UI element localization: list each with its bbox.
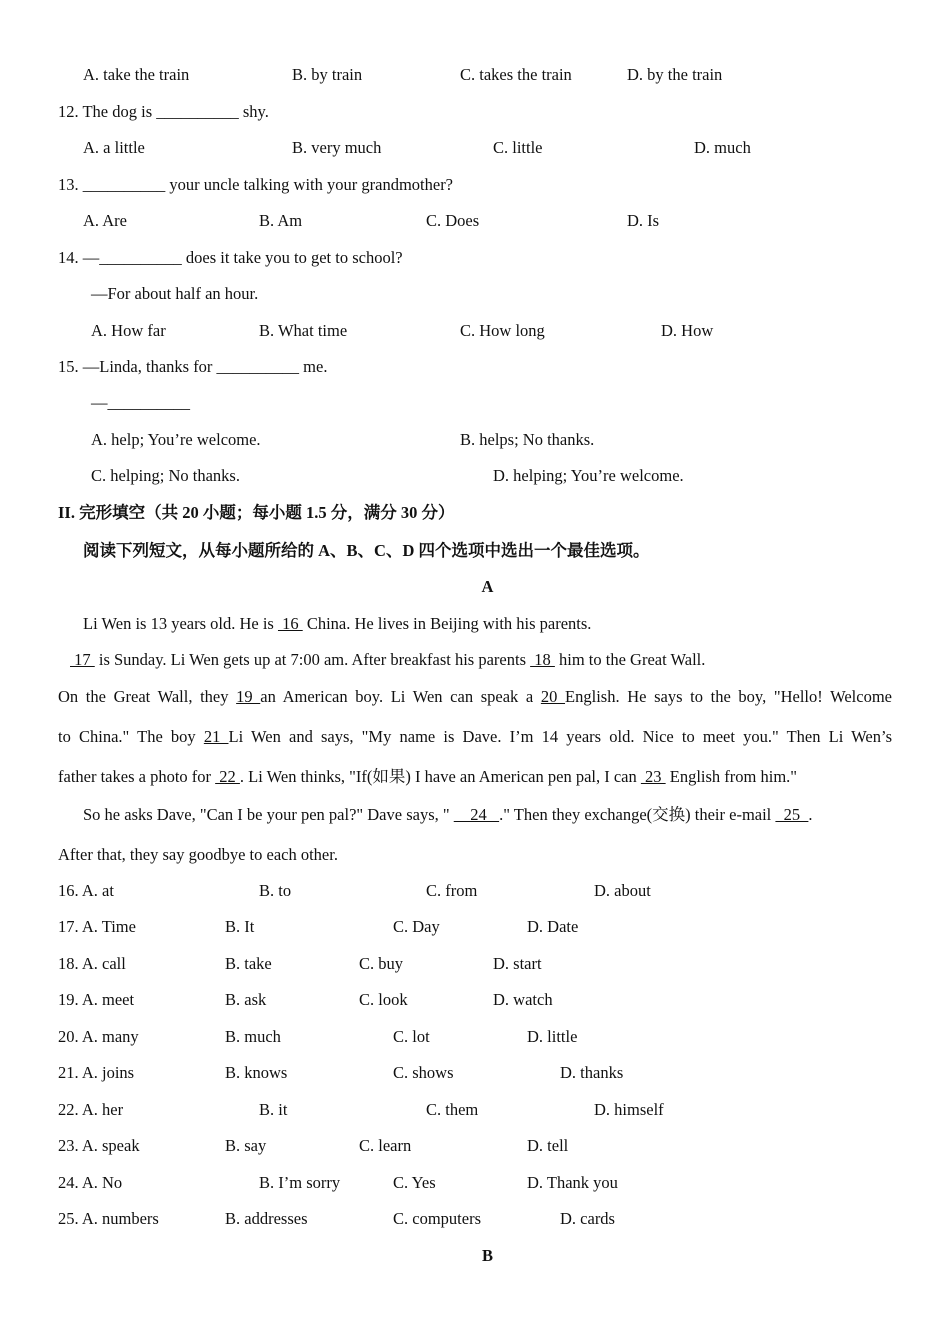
cloze-25-b: B. addresses	[225, 1209, 308, 1228]
cloze-20-d: D. little	[527, 1027, 578, 1046]
q12-option-d: D. much	[694, 138, 751, 157]
blank-17: 17	[70, 650, 95, 669]
blank-22: 22	[215, 767, 240, 786]
cloze-24-d: D. Thank you	[527, 1173, 618, 1192]
cloze-17-b: B. It	[225, 917, 255, 936]
cloze-23-b: B. say	[225, 1136, 267, 1155]
cloze-17-d: D. Date	[527, 917, 579, 936]
section-instruction: 阅读下列短文，从每小题所给的 A、B、C、D 四个选项中选出一个最佳选项。	[83, 541, 650, 560]
blank-18: 18	[530, 650, 555, 669]
cloze-22-a: 22. A. her	[58, 1100, 124, 1119]
cloze-24-a: 24. A. No	[58, 1173, 123, 1192]
q15-answer: —__________	[91, 393, 190, 412]
q15-option-a: A. help; You’re welcome.	[91, 430, 261, 449]
q11-option-b: B. by train	[292, 65, 363, 84]
q12-option-b: B. very much	[292, 138, 382, 157]
q14-option-b: B. What time	[259, 321, 348, 340]
q13-option-b: B. Am	[259, 211, 303, 230]
passage-line-5: father takes a photo for 22 . Li Wen thinks, "If(如果) I have an American pen pal, I can 23 English from him."	[58, 767, 798, 786]
cloze-21-c: C. shows	[393, 1063, 454, 1082]
part-b-label: B	[481, 1246, 493, 1265]
part-a-label: A	[481, 577, 494, 596]
cloze-20-c: C. lot	[393, 1027, 430, 1046]
cloze-18-d: D. start	[493, 954, 542, 973]
blank-24: 24	[453, 805, 500, 824]
blank-21: 21	[203, 727, 229, 746]
cloze-25-d: D. cards	[560, 1209, 615, 1228]
q14-option-a: A. How far	[91, 321, 166, 340]
q13-stem: 13. __________ your uncle talking with your grandmother?	[58, 175, 454, 194]
q13-option-d: D. Is	[627, 211, 660, 230]
cloze-19-c: C. look	[359, 990, 408, 1009]
cloze-17-c: C. Day	[393, 917, 440, 936]
cloze-19-a: 19. A. meet	[58, 990, 135, 1009]
q12-stem: 12. The dog is __________ shy.	[58, 102, 269, 121]
cloze-23-c: C. learn	[359, 1136, 412, 1155]
section-heading: II. 完形填空（共 20 小题；每小题 1.5 分，满分 30 分）	[58, 503, 455, 522]
cloze-24-c: C. Yes	[393, 1173, 436, 1192]
cloze-22-d: D. himself	[594, 1100, 664, 1119]
cloze-21-d: D. thanks	[560, 1063, 624, 1082]
blank-19: 19	[236, 687, 261, 706]
cloze-24-b: B. I’m sorry	[259, 1173, 341, 1192]
cloze-22-b: B. it	[259, 1100, 288, 1119]
passage-line-7: After that, they say goodbye to each other.	[58, 845, 338, 864]
q12-option-c: C. little	[493, 138, 543, 157]
cloze-20-b: B. much	[225, 1027, 281, 1046]
cloze-19-b: B. ask	[225, 990, 267, 1009]
cloze-23-d: D. tell	[527, 1136, 569, 1155]
blank-25: 25	[775, 805, 809, 824]
q15-option-c: C. helping; No thanks.	[91, 466, 240, 485]
cloze-21-a: 21. A. joins	[58, 1063, 135, 1082]
blank-20: 20	[540, 687, 566, 706]
passage-line-6: So he asks Dave, "Can I be your pen pal?" Dave says, " 24 ." Then they exchange(交换) their e-mail 25 .	[83, 805, 813, 824]
cloze-19-d: D. watch	[493, 990, 553, 1009]
q12-option-a: A. a little	[83, 138, 145, 157]
cloze-18-c: C. buy	[359, 954, 404, 973]
q15-stem: 15. —Linda, thanks for __________ me.	[58, 357, 328, 376]
cloze-25-c: C. computers	[393, 1209, 481, 1228]
cloze-16-a: 16. A. at	[58, 881, 114, 900]
cloze-21-b: B. knows	[225, 1063, 288, 1082]
q11-option-c: C. takes the train	[460, 65, 572, 84]
q14-stem: 14. —__________ does it take you to get to school?	[58, 248, 403, 267]
cloze-16-c: C. from	[426, 881, 478, 900]
blank-23: 23	[640, 767, 666, 786]
cloze-18-b: B. take	[225, 954, 272, 973]
q13-option-c: C. Does	[426, 211, 480, 230]
cloze-16-d: D. about	[594, 881, 651, 900]
q14-option-c: C. How long	[460, 321, 545, 340]
passage-line-3: On the Great Wall, they 19 an American boy. Li Wen can speak a 20 English. He says to the boy, "Hello! Welcome	[58, 687, 892, 706]
cloze-25-a: 25. A. numbers	[58, 1209, 159, 1228]
passage-line-2: 17 is Sunday. Li Wen gets up at 7:00 am. After breakfast his parents 18 him to the Great Wall.	[70, 650, 706, 669]
cloze-23-a: 23. A. speak	[58, 1136, 140, 1155]
q11-option-a: A. take the train	[83, 65, 190, 84]
blank-16: 16	[277, 614, 303, 633]
q15-option-b: B. helps; No thanks.	[460, 430, 595, 449]
q14-answer: —For about half an hour.	[91, 284, 259, 303]
q13-option-a: A. Are	[83, 211, 127, 230]
cloze-17-a: 17. A. Time	[58, 917, 136, 936]
q15-option-d: D. helping; You’re welcome.	[493, 466, 684, 485]
cloze-16-b: B. to	[259, 881, 292, 900]
passage-line-1: Li Wen is 13 years old. He is 16 China. He lives in Beijing with his parents.	[83, 614, 592, 633]
q14-option-d: D. How	[661, 321, 714, 340]
cloze-20-a: 20. A. many	[58, 1027, 139, 1046]
cloze-22-c: C. them	[426, 1100, 479, 1119]
q11-option-d: D. by the train	[627, 65, 723, 84]
cloze-18-a: 18. A. call	[58, 954, 126, 973]
passage-line-4: to China." The boy 21 Li Wen and says, "My name is Dave. I’m 14 years old. Nice to meet you." Then Li Wen’s	[58, 727, 892, 746]
